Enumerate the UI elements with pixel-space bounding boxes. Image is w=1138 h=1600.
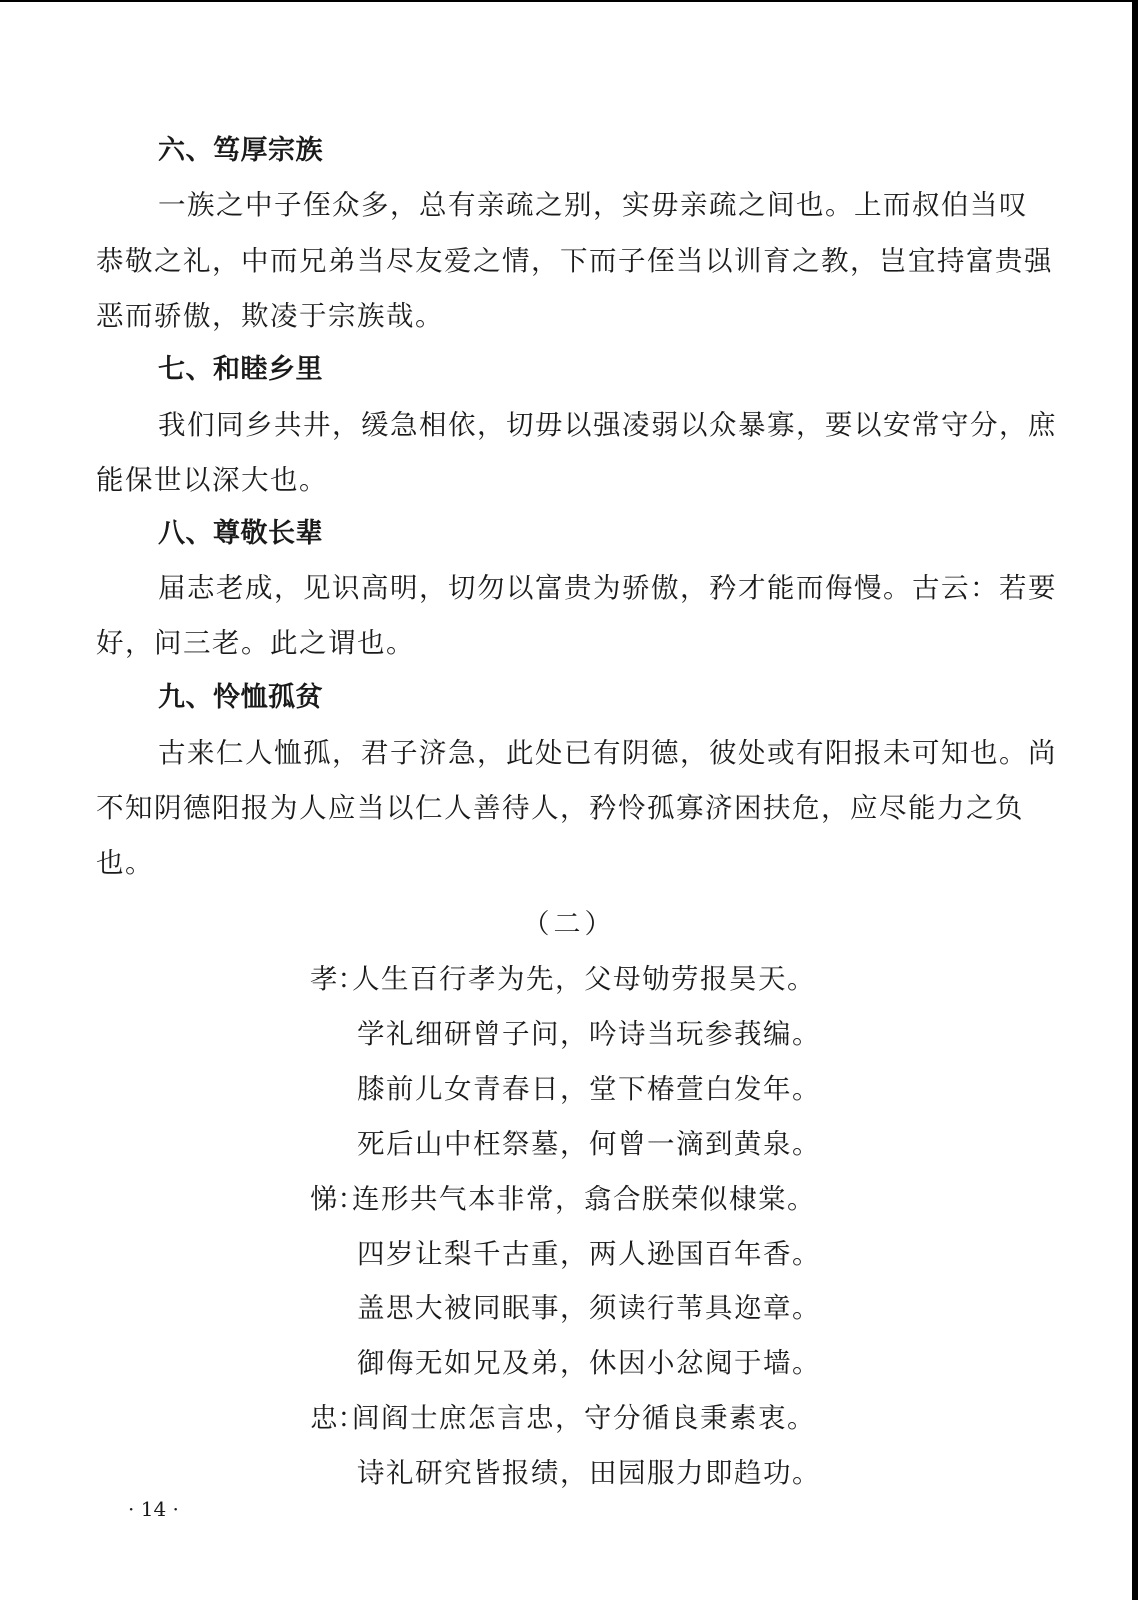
- poem-label-zhong: 忠：: [310, 1402, 365, 1434]
- paragraph-line: 古来仁人恤孤，君子济急，此处已有阴德，彼处或有阳报未可知也。尚: [158, 737, 1057, 769]
- paragraph-line: 好，问三老。此之谓也。: [96, 627, 415, 659]
- section-heading-9: 九、怜恤孤贫: [158, 682, 323, 713]
- paragraph-line: 能保世以深大也。: [96, 464, 328, 496]
- poem-line: 闾阎士庶怎言忠，守分循良秉素衷。: [352, 1402, 816, 1434]
- poem-line: 盖思大被同眠事，须读行苇具迩章。: [357, 1292, 821, 1324]
- paragraph-line: 也。: [96, 847, 154, 879]
- section-heading-8: 八、尊敬长辈: [158, 518, 323, 549]
- poem-line: 膝前儿女青春日，堂下椿萱白发年。: [357, 1073, 821, 1105]
- paragraph-line: 一族之中子侄众多，总有亲疏之别，实毋亲疏之间也。上而叔伯当叹: [158, 189, 1028, 221]
- poem-line: 学礼细研曾子问，吟诗当玩参莪编。: [357, 1018, 821, 1050]
- part-two-title: （二）: [522, 909, 616, 940]
- scan-edge-top: [0, 0, 1138, 2]
- poem-line: 御侮无如兄及弟，休因小忿阋于墙。: [357, 1347, 821, 1379]
- paragraph-line: 不知阴德阳报为人应当以仁人善待人，矜怜孤寡济困扶危，应尽能力之负: [96, 792, 1024, 824]
- section-heading-7: 七、和睦乡里: [158, 354, 323, 385]
- poem-label-ti: 悌：: [310, 1183, 365, 1215]
- poem-line: 人生百行孝为先，父母劬劳报昊天。: [352, 963, 816, 995]
- paragraph-line: 我们同乡共井，缓急相依，切毋以强凌弱以众暴寡，要以安常守分，庶: [158, 409, 1057, 441]
- poem-line: 诗礼研究皆报绩，田园服力即趋功。: [357, 1457, 821, 1489]
- paragraph-line: 恶而骄傲，欺凌于宗族哉。: [96, 300, 444, 332]
- scan-edge-right: [1132, 0, 1138, 1600]
- poem-label-xiao: 孝：: [310, 963, 365, 995]
- poem-line: 四岁让梨千古重，两人逊国百年香。: [357, 1238, 821, 1270]
- paragraph-line: 恭敬之礼，中而兄弟当尽友爱之情，下而子侄当以训育之教，岂宜持富贵强: [96, 245, 1053, 277]
- poem-line: 连形共气本非常，翕合朕荣似棣棠。: [352, 1183, 816, 1215]
- poem-line: 死后山中枉祭墓，何曾一滴到黄泉。: [357, 1128, 821, 1160]
- paragraph-line: 届志老成，见识高明，切勿以富贵为骄傲，矜才能而侮慢。古云：若要: [158, 572, 1057, 604]
- section-heading-6: 六、笃厚宗族: [158, 135, 323, 166]
- page-number: · 14 ·: [128, 1497, 179, 1521]
